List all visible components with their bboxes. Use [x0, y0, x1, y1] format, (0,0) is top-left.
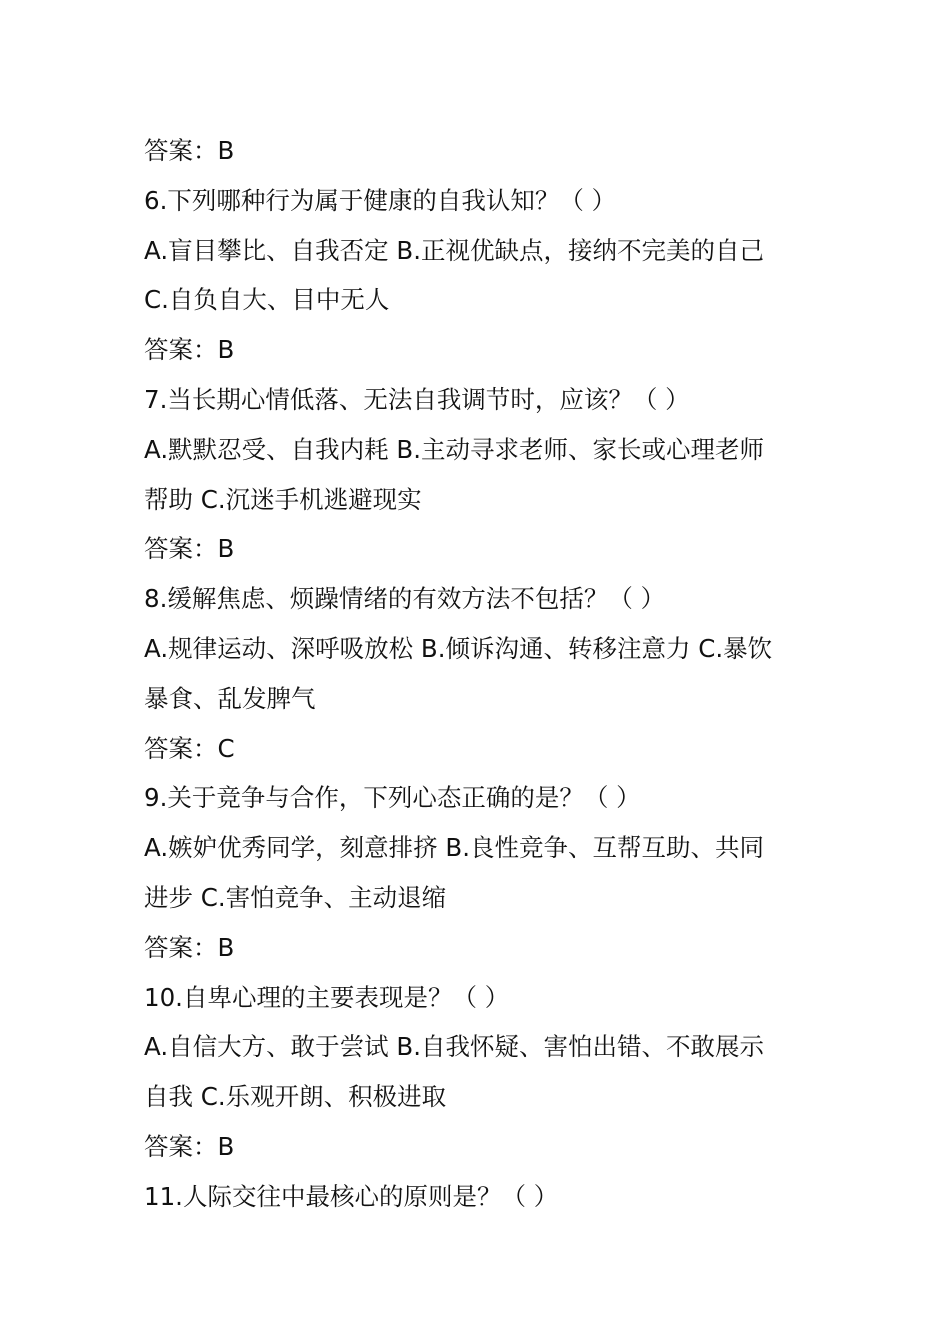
question-9-options: A.嫉妒优秀同学，刻意排挤 B.良性竞争、互帮互助、共同 [144, 833, 764, 863]
answer-line: 答案：B [144, 932, 235, 962]
question-11: 11.人际交往中最核心的原则是？（ ） [144, 1181, 559, 1211]
question-10-options: A.自信大方、敢于尝试 B.自我怀疑、害怕出错、不敢展示 [144, 1032, 764, 1062]
question-6-options-cont: C.自负自大、目中无人 [144, 285, 390, 315]
question-9: 9.关于竞争与合作，下列心态正确的是？（ ） [144, 783, 641, 813]
answer-line: 答案：B [144, 136, 235, 165]
question-8-options-cont: 暴食、乱发脾气 [144, 683, 316, 713]
answer-line: 答案：B [144, 534, 235, 564]
question-6: 6.下列哪种行为属于健康的自我认知？（ ） [144, 185, 617, 215]
question-7-options-cont: 帮助 C.沉迷手机逃避现实 [144, 484, 422, 514]
question-9-options-cont: 进步 C.害怕竞争、主动退缩 [144, 882, 447, 912]
question-7: 7.当长期心情低落、无法自我调节时，应该？（ ） [144, 384, 690, 414]
question-10-options-cont: 自我 C.乐观开朗、积极进取 [144, 1082, 447, 1112]
question-8: 8.缓解焦虑、烦躁情绪的有效方法不包括？（ ） [144, 584, 666, 614]
answer-line: 答案：C [144, 733, 235, 763]
question-7-options: A.默默忍受、自我内耗 B.主动寻求老师、家长或心理老师 [144, 434, 764, 464]
answer-line: 答案：B [144, 1131, 235, 1161]
question-10: 10.自卑心理的主要表现是？（ ） [144, 982, 510, 1012]
answer-line: 答案：B [144, 335, 235, 365]
document-page [144, 126, 816, 1222]
question-8-options: A.规律运动、深呼吸放松 B.倾诉沟通、转移注意力 C.暴饮 [144, 633, 773, 663]
question-6-options: A.盲目攀比、自我否定 B.正视优缺点，接纳不完美的自己 [144, 235, 764, 265]
